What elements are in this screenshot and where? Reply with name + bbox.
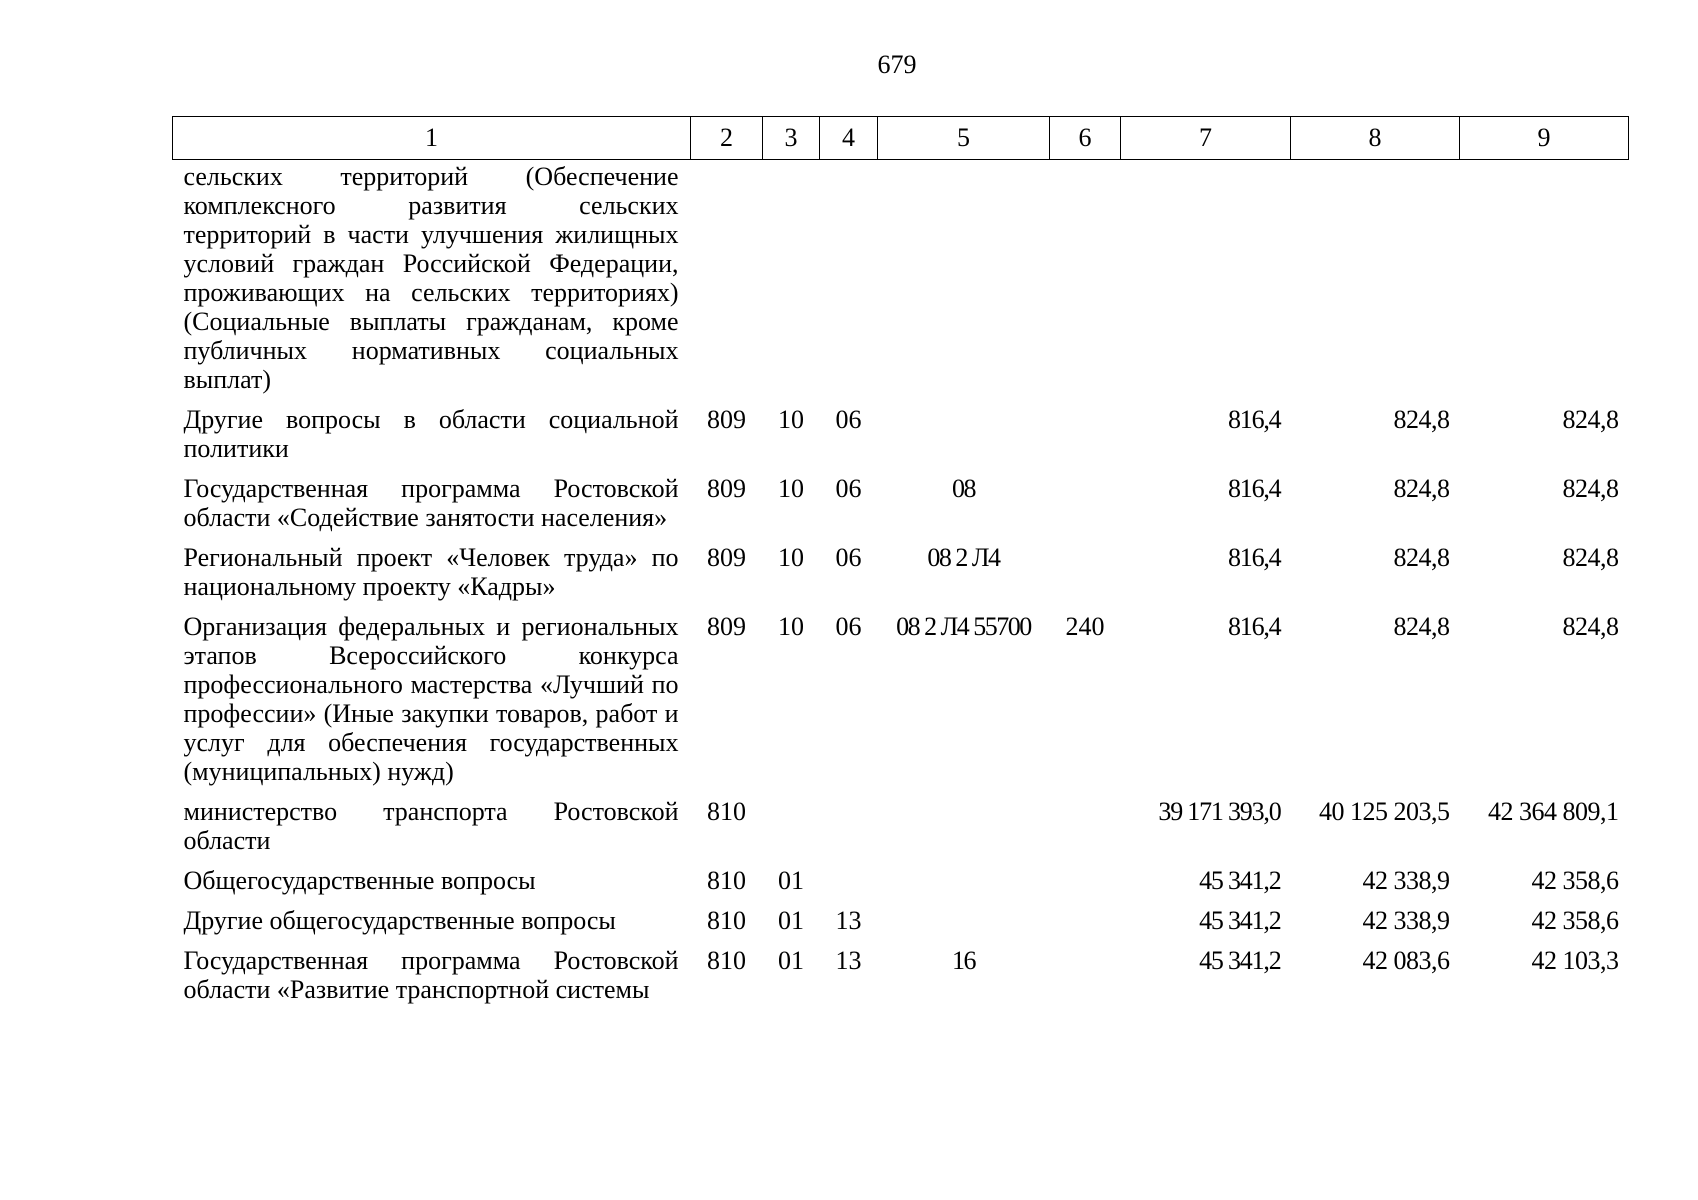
section-code-cell: 10: [778, 612, 804, 641]
header-cell-5: 5: [878, 117, 1050, 160]
amount-col7-cell: 816,4: [1227, 405, 1281, 434]
target-article-cell: [878, 405, 1050, 474]
subsection-code-cell: 13: [835, 946, 862, 975]
amount-col9-cell: 824,8: [1562, 474, 1619, 503]
target-article-cell: 08: [952, 474, 975, 503]
budget-table: [172, 116, 1629, 1015]
section-code-cell: 10: [778, 543, 804, 572]
expense-type-cell: [1050, 474, 1121, 543]
subsection-code-cell: 06: [835, 474, 862, 503]
ministry-code-cell: 809: [707, 543, 746, 572]
table-row: [173, 160, 1629, 406]
header-cell-9: 9: [1460, 117, 1629, 160]
header-cell-4: 4: [820, 117, 878, 160]
amount-col8-cell: 824,8: [1393, 612, 1450, 641]
page-number: 679: [877, 50, 917, 79]
amount-col9-cell: 42 358,6: [1531, 906, 1619, 935]
subsection-code-cell: 06: [835, 543, 862, 572]
amount-col9-cell: 42 103,3: [1531, 946, 1619, 975]
section-code-cell: 10: [778, 474, 804, 503]
table-row: [173, 797, 1629, 866]
item-name-cell: Общегосударственные вопросы: [183, 866, 536, 895]
item-name-cell: Государственная программа Ростовской области «Содействие занятости населения»: [183, 474, 679, 532]
header-cell-1: 1: [173, 117, 691, 160]
expense-type-cell: [1050, 405, 1121, 474]
ministry-code-cell: [691, 160, 763, 406]
budget-table-wrapper: [172, 116, 1629, 1015]
header-cell-3: 3: [763, 117, 820, 160]
amount-col9-cell: 824,8: [1562, 405, 1619, 434]
amount-col7-cell: 45 341,2: [1199, 906, 1281, 935]
expense-type-cell: [1050, 946, 1121, 1015]
ministry-code-cell: 810: [707, 797, 746, 826]
item-name-cell: Государственная программа Ростовской области «Развитие транспортной системы: [183, 946, 679, 1004]
item-name-cell: Другие вопросы в области социальной политики: [183, 405, 679, 463]
amount-col8-cell: 42 338,9: [1362, 866, 1450, 895]
ministry-code-cell: 809: [707, 474, 746, 503]
ministry-code-cell: 809: [707, 612, 746, 641]
section-code-cell: 01: [778, 866, 804, 895]
amount-col8-cell: 824,8: [1393, 543, 1450, 572]
amount-col9-cell: [1460, 160, 1629, 406]
amount-col9-cell: 824,8: [1562, 612, 1619, 641]
target-article-cell: 08 2 Л4: [927, 543, 1000, 572]
expense-type-cell: [1050, 866, 1121, 906]
expense-type-cell: 240: [1065, 612, 1105, 641]
section-code-cell: [763, 160, 820, 406]
table-row: [173, 946, 1629, 1015]
item-name-cell: Региональный проект «Человек труда» по национальному проекту «Кадры»: [183, 543, 679, 601]
table-row: [173, 405, 1629, 474]
amount-col8-cell: 42 083,6: [1362, 946, 1450, 975]
table-row: [173, 543, 1629, 612]
amount-col7-cell: 816,4: [1227, 612, 1281, 641]
item-name-cell: сельских территорий (Обеспечение комплексного развития сельских территорий в части улучшения жилищных условий граждан Российской Федерации, проживающих на сельских территориях) (Социальные выплаты гражданам, кроме публичных нормативных социальных выплат): [183, 162, 679, 394]
amount-col7-cell: [1121, 160, 1291, 406]
ministry-code-cell: 810: [707, 866, 746, 895]
section-code-cell: 01: [778, 906, 804, 935]
amount-col9-cell: 824,8: [1562, 543, 1619, 572]
amount-col8-cell: 824,8: [1393, 405, 1450, 434]
target-article-cell: [878, 906, 1050, 946]
section-code-cell: 10: [778, 405, 804, 434]
subsection-code-cell: 06: [835, 405, 862, 434]
amount-col9-cell: 42 358,6: [1531, 866, 1619, 895]
target-article-cell: [878, 866, 1050, 906]
subsection-code-cell: [820, 160, 878, 406]
header-cell-6: 6: [1050, 117, 1121, 160]
subsection-code-cell: [820, 797, 878, 866]
table-row: [173, 474, 1629, 543]
amount-col7-cell: 45 341,2: [1199, 866, 1281, 895]
ministry-code-cell: 810: [707, 946, 746, 975]
section-code-cell: [763, 797, 820, 866]
target-article-cell: 16: [952, 946, 975, 975]
amount-col8-cell: [1291, 160, 1460, 406]
amount-col8-cell: 824,8: [1393, 474, 1450, 503]
expense-type-cell: [1050, 543, 1121, 612]
amount-col8-cell: 42 338,9: [1362, 906, 1450, 935]
expense-type-cell: [1050, 797, 1121, 866]
table-row: [173, 612, 1629, 797]
subsection-code-cell: 06: [835, 612, 862, 641]
header-cell-8: 8: [1291, 117, 1460, 160]
amount-col7-cell: 816,4: [1227, 543, 1281, 572]
amount-col7-cell: 45 341,2: [1199, 946, 1281, 975]
amount-col7-cell: 816,4: [1227, 474, 1281, 503]
header-row: [173, 117, 1629, 160]
subsection-code-cell: [820, 866, 878, 906]
table-row: [173, 906, 1629, 946]
amount-col9-cell: 42 364 809,1: [1488, 797, 1619, 826]
ministry-code-cell: 809: [707, 405, 746, 434]
amount-col8-cell: 40 125 203,5: [1319, 797, 1450, 826]
table-row: [173, 866, 1629, 906]
item-name-cell: министерство транспорта Ростовской области: [183, 797, 679, 855]
subsection-code-cell: 13: [835, 906, 862, 935]
target-article-cell: 08 2 Л4 55700: [896, 612, 1031, 641]
item-name-cell: Организация федеральных и региональных этапов Всероссийского конкурса профессионального мастерства «Лучший по профессии» (Иные закупки товаров, работ и услуг для обеспечения государственных (муниципальных) нужд): [183, 612, 679, 786]
amount-col7-cell: 39 171 393,0: [1158, 797, 1281, 826]
header-cell-2: 2: [691, 117, 763, 160]
expense-type-cell: [1050, 906, 1121, 946]
target-article-cell: [878, 160, 1050, 406]
section-code-cell: 01: [778, 946, 804, 975]
item-name-cell: Другие общегосударственные вопросы: [183, 906, 616, 935]
header-cell-7: 7: [1121, 117, 1291, 160]
target-article-cell: [878, 797, 1050, 866]
expense-type-cell: [1050, 160, 1121, 406]
ministry-code-cell: 810: [707, 906, 746, 935]
